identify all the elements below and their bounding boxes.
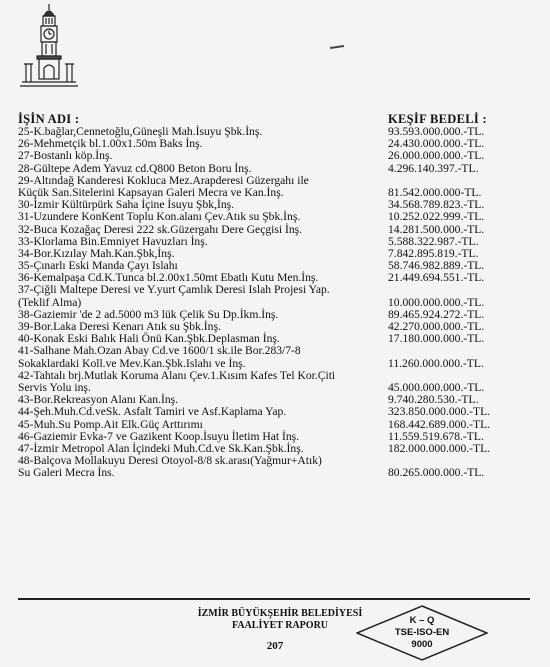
- list-item: [18, 284, 528, 296]
- work-name: 27-Bostanlı köp.İnş.: [18, 149, 113, 163]
- list-item: [18, 419, 528, 431]
- estimated-cost: 93.593.000.000.-TL.: [388, 125, 485, 138]
- work-name: 46-Gaziemir Evka-7 ve Gazikent Koop.İsuyu İletim Hat İnş.: [18, 429, 300, 443]
- estimated-cost: 45.000.000.000.-TL.: [388, 380, 485, 394]
- list-item: [18, 467, 528, 479]
- estimated-cost: 182.000.000.000.-TL.: [388, 441, 491, 455]
- badge-line-2: TSE-ISO-EN: [394, 627, 450, 638]
- work-name: 30-İzmir Kültürpürk Saha İçine İsuyu Şbk,İnş.: [18, 198, 235, 212]
- list-item: [18, 406, 528, 418]
- work-name: 39-Bor.Laka Deresi Kenarı Atık su Şbk.İnş.: [18, 320, 221, 333]
- estimated-cost: 89.465.924.272.-TL.: [388, 307, 485, 321]
- stray-mark: [330, 45, 344, 49]
- estimated-cost: 323.850.000.000.-TL.: [388, 405, 491, 419]
- page-number: 207: [266, 640, 284, 652]
- work-name: 29-Altındağ Kanderesi Kokluca Mez.Arapderesi Güzergahı ile: [18, 173, 309, 187]
- estimated-cost: 10.000.000.000.-TL.: [388, 295, 485, 309]
- column-header-estimated-cost: KEŞİF BEDELİ :: [388, 112, 487, 126]
- report-title: FAALİYET RAPORU: [231, 620, 329, 631]
- work-name: 42-Tahtalı brj.Mutlak Koruma Alanı Çev.1.Kısım Kafes Tel Kor.Çiti: [18, 368, 336, 382]
- estimated-cost: 21.449.694.551.-TL.: [388, 271, 485, 285]
- estimated-cost: 10.252.022.999.-TL.: [388, 210, 485, 224]
- list-item: [18, 224, 528, 236]
- work-name: Servis Yolu inş.: [18, 380, 91, 394]
- estimated-cost: 5.588.322.987.-TL.: [388, 234, 479, 248]
- badge-line-3: 9000: [411, 639, 433, 650]
- footer-divider: [18, 598, 530, 600]
- estimated-cost: 26.000.000.000.-TL.: [388, 149, 485, 163]
- work-name: 33-Klorlama Bin.Emniyet Havuzları İnş.: [18, 234, 208, 248]
- work-name: Su Galeri Mecra İns.: [18, 466, 115, 480]
- work-name: 26-Mehmetçik bl.1.00x1.50m Baks İnş.: [18, 137, 203, 151]
- estimated-cost: 24.430.000.000.-TL.: [388, 137, 485, 151]
- estimated-cost: 34.568.789.823.-TL.: [388, 198, 485, 212]
- list-item: [18, 297, 528, 309]
- list-item: [18, 345, 528, 357]
- list-item: [18, 163, 528, 175]
- estimated-cost: 4.296.140.397.-TL.: [388, 161, 479, 175]
- list-item: [18, 358, 528, 370]
- work-name: 36-Kemalpaşa Cd.K.Tunca bl.2.00x1.50mt Ebatlı Kutu Men.İnş.: [18, 271, 319, 285]
- estimated-cost: 11.559.519.678.-TL.: [388, 429, 484, 443]
- work-name: Küçük San.Sitelerini Kapsayan Galeri Mecra ve Kan.İnş.: [18, 185, 284, 199]
- column-header-work-name: İŞİN ADI :: [18, 112, 80, 126]
- work-name: 48-Balçova Mollakuyu Deresi Otoyol-8/8 sk.arası(Yağmur+Atık): [18, 454, 322, 468]
- work-name: Sokaklardaki Koll.ve Mev.Kan.Şbk.Islahı ve İnş.: [18, 356, 246, 370]
- work-name: 37-Çiğli Maltepe Deresi ve Y.yurt Çamlık Deresi Islah Projesi Yap.: [18, 283, 330, 297]
- estimated-cost: 17.180.000.000.-TL.: [388, 332, 485, 346]
- work-name: 34-Bor.Kızılay Mah.Kan.Şbk,İnş.: [18, 246, 175, 260]
- organization-name: İZMİR BÜYÜKŞEHİR BELEDİYESİ: [197, 608, 363, 619]
- list-item: [18, 211, 528, 223]
- estimated-cost: 58.746.982.889.-TL.: [388, 259, 485, 273]
- estimated-cost: 9.740.280.530.-TL.: [388, 393, 479, 407]
- footer-organization: [180, 608, 380, 632]
- work-name: 40-Konak Eski Balık Hali Önü Kan.Şbk.Deplasman İnş.: [18, 332, 280, 346]
- work-name: 43-Bor.Rekreasyon Alanı Kan.İnş.: [18, 393, 179, 407]
- work-name: 45-Muh.Su Pomp.Ait Elk.Güç Arttırımı: [18, 417, 203, 431]
- work-name: 28-Gültepe Adem Yavuz cd.Q800 Beton Boru İnş.: [18, 161, 252, 175]
- estimated-cost: 81.542.000.000-TL.: [388, 185, 482, 199]
- estimated-cost: 42.270.000.000.-TL.: [388, 320, 485, 333]
- estimated-cost: 11.260.000.000.-TL.: [388, 356, 484, 370]
- badge-line-1: K – Q: [409, 615, 435, 626]
- work-name: 35-Çınarlı Eski Manda Çayı Islahı: [18, 259, 178, 273]
- estimated-cost: 168.442.689.000.-TL.: [388, 417, 491, 431]
- quality-certificate-badge: [356, 605, 488, 661]
- work-name: 44-Şeh.Muh.Cd.veSk. Asfalt Tamiri ve Asf.Kaplama Yap.: [18, 405, 287, 419]
- list-item: [18, 150, 528, 162]
- estimated-cost: 14.281.500.000.-TL.: [388, 222, 485, 236]
- work-name: 47-İzmir Metropol Alan İçindeki Muh.Cd.ve Sk.Kan.Şbk.İnş.: [18, 441, 304, 455]
- works-list: [18, 126, 528, 479]
- estimated-cost: 80.265.000.000.-TL.: [388, 466, 485, 480]
- work-name: 41-Salhane Mah.Ozan Abay Cd.ve 1600/1 sk.ile Bor.283/7-8: [18, 344, 301, 358]
- work-name: (Teklif Alma): [18, 295, 82, 309]
- clock-tower-icon: [20, 2, 78, 90]
- work-name: 32-Buca Kozağaç Deresi 222 sk.Güzergahı Dere Geçgisi İnş.: [18, 222, 303, 236]
- work-name: 31-Uzundere KonKent Toplu Kon.alanı Çev.Atık su Şbk.İnş.: [18, 210, 301, 224]
- work-name: 38-Gaziemir 'de 2 ad.5000 m3 lük Çelik Su Dp.İkm.İnş.: [18, 307, 279, 321]
- work-name: 25-K.bağlar,Cennetoğlu,Güneşli Mah.İsuyu Şbk.İnş.: [18, 125, 263, 138]
- estimated-cost: 7.842.895.819.-TL.: [388, 246, 479, 260]
